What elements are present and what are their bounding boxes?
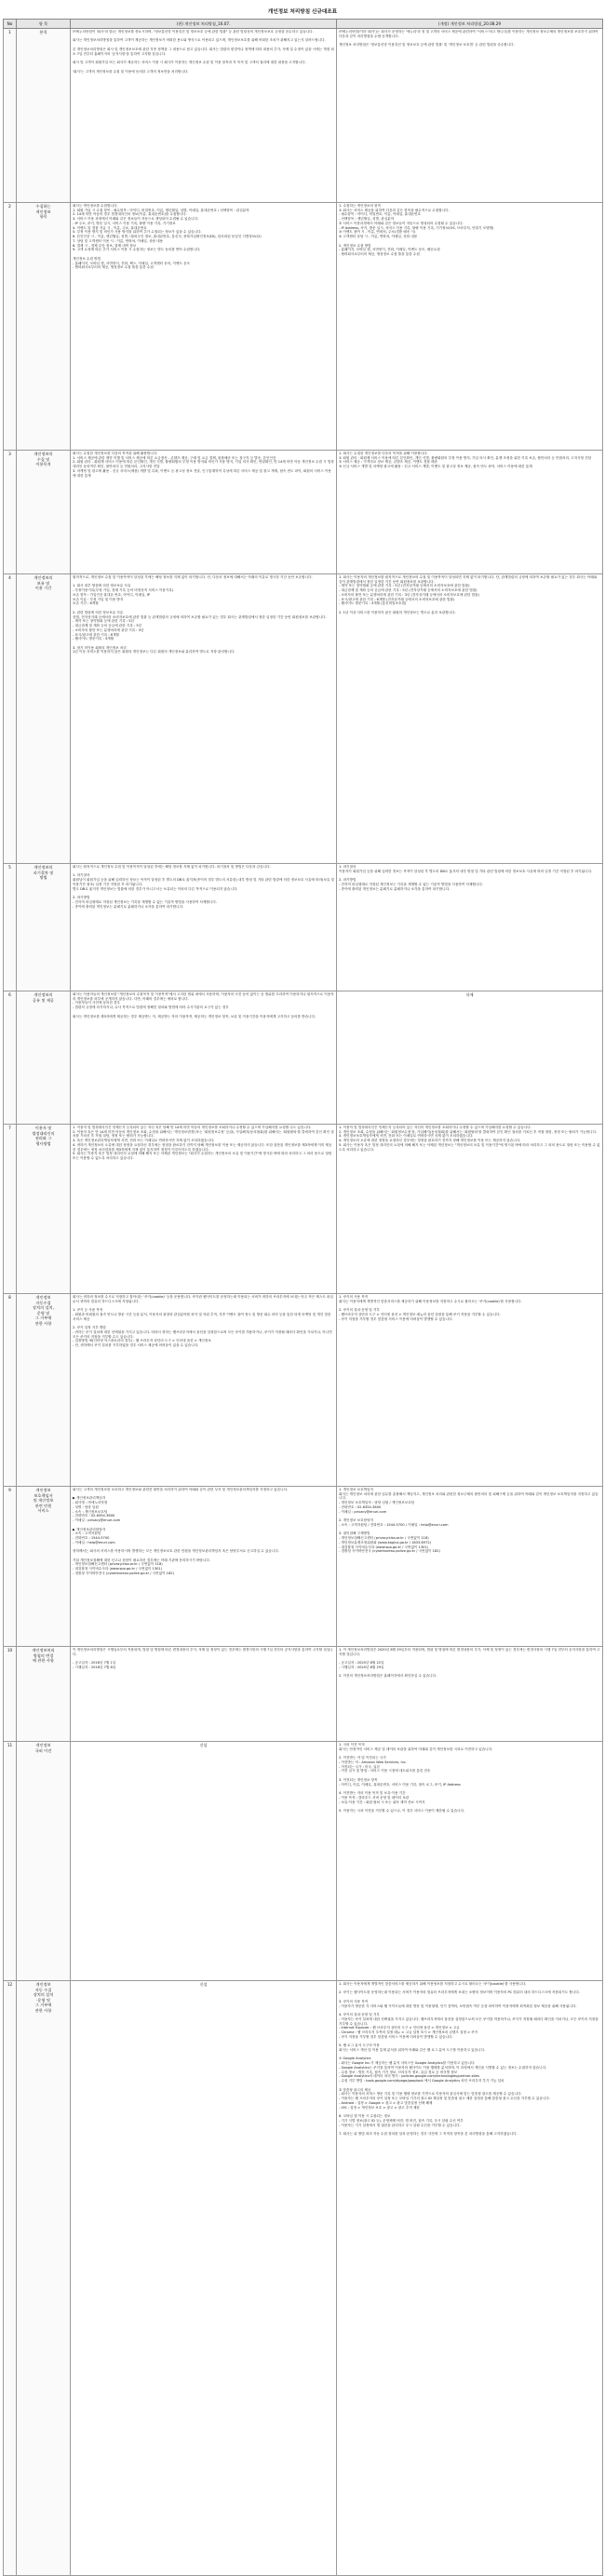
table-row (4, 1981, 603, 2576)
new-policy-cell (337, 1981, 603, 2576)
new-policy-text: 삭제 (465, 992, 474, 997)
old-policy-cell (71, 29, 337, 203)
new-policy-cell (337, 1647, 603, 1742)
row-item (17, 29, 71, 203)
old-policy-cell (71, 1294, 337, 1487)
row-item (17, 864, 71, 991)
row-number: 11 (4, 1742, 17, 1981)
row-number: 8 (4, 1294, 17, 1487)
table-row (4, 1647, 603, 1742)
new-policy-cell (337, 1294, 603, 1487)
new-policy-text: 1. 회사는 수집한 개인정보를 다음의 목적을 위해 이용합니다. ① 회원 관리 : 회원제 서비스 이용에 따른 본인확인, 개인 식별, 불량회원의 부정 이용 방지, 가입 의사 확인, 분쟁 조정을 위한 기록 보존, 불만처리 등 민원처리, 고지사항 전달 ② 서비스 제공 : 가격비교 정보 제공, 콘텐츠 제공, 이벤트 경품 배송 ③ 신규 서비스 개발 및 마케팅·광고에 활용 : 신규 서비스 개발, 이벤트 및 광고성 정보 제공, 접속 빈도 파악, 서비스 이용에 대한 통계 (339, 452, 592, 469)
row-item (17, 451, 71, 574)
table-header-row (4, 20, 603, 29)
row-item (17, 991, 71, 1125)
table-row (4, 1125, 603, 1294)
row-number: 2 (4, 203, 17, 451)
new-policy-cell (337, 1487, 603, 1647)
new-policy-text: 1. 회사는 이용자의 개인정보를 원칙적으로 개인정보의 수집 및 이용목적이 달성되면 지체 없이 파기합니다. 단, 관계법령의 규정에 의하여 보존할 필요가 있는 경우 회사는 아래와 같이 관계법령에서 정한 일정한 기간 동안 회원정보를 보관합니다. - 계약 또는 청약철회 등에 관한 기록 : 5년 (전자상거래 등에서의 소비자보호에 관한 법률) - 대금결제 및 재화 등의 공급에 관한 기록 : 5년 (전자상거래 등에서의 소비자보호에 관한 법률) - 소비자의 불만 또는 분쟁처리에 관한 기록 : 3년 (전자상거래 등에서의 소비자보호에 관한 법률) - 표시/광고에 관한 기록 : 6개월 (전자상거래 등에서의 소비자보호에 관한 법률) - 웹사이트 방문기록 : 3개월 (통신비밀보호법) 2. 1년 이상 서비스를 이용하지 않은 회원의 개인정보는 별도로 분리 보관합니다. (339, 575, 598, 614)
old-policy-text: 신설 (199, 1743, 208, 1747)
document-title: 개인정보 처리방침 신규대조표 (267, 9, 338, 15)
table-row (4, 29, 603, 203)
row-item (17, 574, 71, 864)
new-policy-cell (337, 864, 603, 991)
old-policy-text: 1. 이용자 및 법정대리인은 언제든지 등록되어 있는 자신 혹은 당해 만 14세 미만 아동의 개인정보를 조회하거나 수정할 수 있으며 가입해지를 요청할 수도 있습니다. 2. 이용자 혹은 만 14세 미만 아동의 개인정보 조회, 수정을 위해서는 '개인정보변경'(또는 '회원정보수정' 등)을, 가입해지(동의철회)를 위해서는 '회원탈퇴'를 클릭하여 본인 확인 절차를 거치신 후 직접 열람, 정정 또는 탈퇴가 가능합니다. 3. 혹은 개인정보관리책임자에게 서면, 전화 또는 이메일로 연락하시면 지체 없이 조치하겠습니다. 4. 귀하가 개인정보의 오류에 대한 정정을 요청하신 경우에는 정정을 완료하기 전까지 당해 개인정보를 이용 또는 제공하지 않습니다. 또한 잘못된 개인정보를 제3자에게 이미 제공한 경우에는 정정 처리결과를 제3자에게 지체 없이 통지하여 정정이 이루어지도록 하겠습니다. 5. 회사는 이용자 혹은 법정 대리인의 요청에 의해 해지 또는 삭제된 개인정보는 "회사가 수집하는 개인정보의 보유 및 이용기간"에 명시된 바에 따라 처리하고 그 외의 용도로 열람 또는 이용할 수 없도록 처리하고 있습니다. (73, 1126, 334, 1161)
header-old-policy: (현) 개인정보 처리방침_16.07. (71, 20, 337, 29)
row-number: 12 (4, 1981, 17, 2576)
old-policy-cell (71, 1125, 337, 1294)
table-row (4, 203, 603, 451)
row-item-label: 개인정보 보호책임자 및 개인정보 관련 민원 서비스 (33, 1488, 54, 1514)
new-policy-text: 1. 수집하는 개인정보의 항목 ① 회사는 서비스 제공을 위하여 다음과 같은 항목을 필수적으로 수집합니다. - 필수항목 : 아이디, 비밀번호, 이름, 이메일, 휴대폰번호 - 선택항목 : 생년월일, 성별, 관심분야 ② 서비스 이용과정에서 아래와 같은 정보들이 자동으로 생성되어 수집될 수 있습니다. - IP Address, 쿠키, 방문 일시, 서비스 이용 기록, 불량 이용 기록, 기기정보(OS, 브라우저, 단말기 모델명) ③ 이벤트 참여 시 - 이름, 연락처, 주소(경품 배송 시) ④ 고객센터 상담 시 - 이름, 연락처, 이메일, 상담 내용 2. 개인정보 수집 방법 - 홈페이지, 모바일 앱, 서면양식, 전화, 이메일, 이벤트 응모, 배송요청 - 협력회사로부터의 제공, 생성정보 수집 툴을 통한 수집 (339, 204, 494, 257)
comparison-table (3, 19, 603, 2576)
old-policy-text: 회사는 귀하의 정보를 수시로 저장하고 찾아내는 '쿠키(cookie)' 등을 운용합니다. 쿠키란 웹사이트를 운영하는데 이용되는 서버가 귀하의 브라우저에 보내는 아주 작은 텍스트 파일로서 귀하의 컴퓨터 하드디스크에 저장됩니다. 1. 쿠키 등 사용 목적 - 회원과 비회원의 접속 빈도나 방문 시간 등을 분석, 이용자의 취향과 관심분야를 파악 및 자취 추적, 각종 이벤트 참여 정도 및 방문 회수 파악 등을 통한 타겟 마케팅 및 개인 맞춤 서비스 제공 2. 쿠키 설정 거부 방법 - 귀하는 쿠키 설치에 대한 선택권을 가지고 있습니다. 따라서 귀하는 웹브라우저에서 옵션을 설정함으로써 모든 쿠키를 허용하거나, 쿠키가 저장될 때마다 확인을 거치거나, 아니면 모든 쿠키의 저장을 거부할 수도 있습니다. - 설정방법 예(인터넷 익스플로러의 경우) : 웹 브라우저 상단의 도구 > 인터넷 옵션 > 개인정보 - 단, 귀하께서 쿠키 설치를 거부하였을 경우 서비스 제공에 어려움이 있을 수 있습니다. (73, 1295, 333, 1348)
old-policy-cell (71, 991, 337, 1125)
header-item: 항 목 (17, 20, 71, 29)
table-row (4, 864, 603, 991)
row-item (17, 1125, 71, 1294)
new-policy-text: 1. 이 개인정보처리방침은 2020년 8월 29일부터 적용되며, 법령 및 방침에 따른 변경내용의 추가, 삭제 및 정정이 있는 경우에는 변경사항의 시행 7일 전부터 공지사항을 통하여 고지할 것입니다. - 공고일자 : 2020년 8월 22일 - 시행일자 : 2020년 8월 29일 2. 이전의 개인정보처리방침은 홈페이지에서 확인하실 수 있습니다. (339, 1648, 600, 1679)
old-policy-cell (71, 451, 337, 574)
row-number: 5 (4, 864, 17, 991)
new-policy-cell (337, 451, 603, 574)
old-policy-text: 회사는 원칙적으로 개인정보 수집 및 이용목적이 달성된 후에는 해당 정보를 지체 없이 파기합니다. 파기절차 및 방법은 다음과 같습니다. 1. 파기절차 회원님이 회원가입 등을 위해 입력하신 정보는 목적이 달성된 후 별도의 DB로 옮겨져(종이의 경우 별도의 서류함) 내부 방침 및 기타 관련 법령에 의한 정보보호 사유에 따라(보유 및 이용기간 참조) 일정 기간 저장된 후 파기됩니다. 별도 DB로 옮겨진 개인정보는 법률에 의한 경우가 아니고서는 보유되는 이외의 다른 목적으로 이용되지 않습니다. 2. 파기방법 - 전자적 파일형태로 저장된 개인정보는 기록을 재생할 수 없는 기술적 방법을 사용하여 삭제합니다. - 종이에 출력된 개인정보는 분쇄기로 분쇄하거나 소각을 통하여 파기합니다. (73, 865, 334, 909)
row-item-label: 개인정보 자동 수집 장치의 설치 ·운영 및 그 거부에 관한 사항 (33, 1982, 54, 2013)
old-policy-text: 회사는 고객의 개인정보를 보호하고 개인정보와 관련한 불만을 처리하기 위하여 아래와 같이 관련 부서 및 개인정보관리책임자를 지정하고 있습니다. ▶ 개인정보관리책임자 - 회사명 : ㈜에누리닷컴 - 성명 : 담당 임원 - 소속 : 개인정보보호팀 - 전화번호 : 02-6354-3600 - 이메일 : privacy@enuri.com ▶ 개인정보관리담당자 - 소속 : 고객지원팀 - 전화번호 : 1544-5700 - 이메일 : help@enuri.com 귀하께서는 회사의 서비스를 이용하시며 발생하는 모든 개인정보보호 관련 민원을 개인정보관리책임자 혹은 담당부서로 신고하실 수 있습니다. 기타 개인정보침해에 대한 신고나 상담이 필요하신 경우에는 아래 기관에 문의하시기 바랍니다. - 개인정보침해신고센터 (privacy.kisa.or.kr / 국번없이 118) - 대검찰청 사이버수사과 (www.spo.go.kr / 국번없이 1301) - 경찰청 사이버안전국 (cyberbureau.police.go.kr / 국번없이 182) (73, 1488, 289, 1575)
new-policy-text: 1. 파기절차 이용자가 회원가입 등을 위해 입력한 정보는 목적이 달성된 후 별도의 DB로 옮겨져 내부 방침 및 기타 관련 법령에 의한 정보보호 사유에 따라 일정 기간 저장된 후 파기됩니다. 2. 파기방법 - 전자적 파일형태로 저장된 개인정보는 기록을 재생할 수 없는 기술적 방법을 사용하여 삭제합니다. - 종이에 출력된 개인정보는 분쇄기로 분쇄하거나 소각을 통하여 파기합니다. (339, 865, 593, 891)
row-item-label: 개인정보처리 방침의 변경 에 관한 사항 (32, 1648, 55, 1664)
row-number: 3 (4, 451, 17, 574)
row-number: 1 (4, 29, 17, 203)
new-policy-text: 1. 쿠키의 사용 목적 회사는 이용자에게 개별적인 맞춤서비스를 제공하기 위해 이용정보를 저장하고 수시로 불러오는 '쿠키(cookie)'를 사용합니다. 2. 쿠키의 설치·운영 및 거부 - 웹브라우저 상단의 도구 > 인터넷 옵션 > 개인정보 메뉴의 옵션 설정을 통해 쿠키 저장을 거부할 수 있습니다. - 쿠키 저장을 거부할 경우 맞춤형 서비스 이용에 어려움이 발생할 수 있습니다. (339, 1295, 522, 1321)
table-row (4, 1487, 603, 1647)
new-policy-text: ㈜에누리닷컴(이하 '회사')는 회사가 운영하는 '에누리'라 칭 및 고객의 서비스 제공에 관련하여 "서비스"라고 합니다)를 이용하는 개인정보 정보주체의 개인정보를 보호하기 위하여 다음과 같이 처리방침을 수립·공개합니다. 개인정보 처리방침은 '정보통신망 이용촉진 및 정보보호 등에 관한 법률' 및 '개인정보 보호법' 등 관련 법령을 준수합니다. (339, 30, 598, 47)
new-policy-cell (337, 29, 603, 203)
table-row (4, 451, 603, 574)
new-policy-cell (337, 203, 603, 451)
row-item (17, 203, 71, 451)
new-policy-cell (337, 991, 603, 1125)
new-policy-text: 1. 국외 이전 목적 회사는 안정적인 서비스 제공 및 데이터 보관을 위하여 아래와 같이 개인정보를 국외로 이전하고 있습니다. 2. 이전받는 자 및 이전되는 국가 - 이전받는 자 : Amazon Web Services, Inc. - 이전되는 국가 : 미국, 일본 - 이전 일시 및 방법 : 서비스 이용 시점에 네트워크를 통한 전송 3. 이전되는 개인정보 항목 - 아이디, 이름, 이메일, 휴대폰번호, 서비스 이용 기록, 접속 로그, 쿠키, IP Address 4. 이전받는 자의 이용 목적 및 보유·이용 기간 - 이용 목적 : 클라우드 서버 운영 및 데이터 보관 - 보유·이용 기간 : 회원 탈퇴 시 또는 위탁 계약 종료 시까지 5. 이용자는 국외 이전을 거부할 수 있으나, 이 경우 서비스 이용이 제한될 수 있습니다. (339, 1743, 493, 1814)
old-policy-text: 신설 (199, 1982, 208, 1987)
row-number: 6 (4, 991, 17, 1125)
row-item-label: 개인정보의 수집 및 이용목적 (34, 452, 53, 467)
old-policy-cell (71, 1647, 337, 1742)
row-item-label: 개인정보 국외 이전 (34, 1743, 52, 1753)
row-item-label: 개인정보의 공유 및 제공 (33, 992, 54, 1003)
old-policy-cell (71, 574, 337, 864)
old-policy-cell (71, 1487, 337, 1647)
table-row (4, 991, 603, 1125)
row-item-label: 수집하는 개인정보 항목 (35, 204, 51, 220)
new-policy-cell (337, 1125, 603, 1294)
header-new-policy: (개정) 개인정보 처리방침_20.08.29 (337, 20, 603, 29)
old-policy-text: 회사는 이용자들의 개인정보를 "개인정보의 수집목적 및 이용목적"에서 고지한 범위 내에서 사용하며, 이용자의 사전 동의 없이는 동 범위를 초과하여 이용하거나 원칙적으로 이용자의 개인정보를 외부에 공개하지 않습니다. 다만, 아래의 경우에는 예외로 합니다. - 이용자들이 사전에 동의한 경우 - 법령의 규정에 의거하거나, 수사 목적으로 법령에 정해진 절차와 방법에 따라 수사기관의 요구가 있는 경우 회사는 개인정보를 제3자에게 제공하는 경우 제공받는 자, 제공받는 자의 이용목적, 제공하는 개인정보 항목, 보유 및 이용기간을 이용자에게 고지하고 동의를 받습니다. (73, 992, 334, 1018)
old-policy-text: 이 개인정보처리방침은 시행일로부터 적용되며, 법령 및 방침에 따른 변경내용의 추가, 삭제 및 정정이 있는 경우에는 변경사항의 시행 7일 전부터 공지사항을 통하여 고지할 것입니다. - 공고일자 : 2016년 7월 1일 - 시행일자 : 2016년 7월 8일 (73, 1648, 333, 1669)
old-policy-text: ㈜에누리닷컴이 '회사'라 함)는 개인정보를 중요시하며, "정보통신망 이용촉진 및 정보보호 등에 관한 법률" 등 관련 법령상의 개인정보보호 규정을 준수하고 있습니다. 회사는 개인정보처리방침을 통하여 고객이 제공하는 개인정보가 어떠한 용도와 방식으로 이용되고 있으며, 개인정보보호를 위해 어떠한 조치가 취해지고 있는지 알려드립니다. 본 개인정보처리방침은 회사 및 개인정보보호에 관한 각종 정책을 그 내용으로 담고 있습니다. 회사는 법령의 변경이나 정책에 따라 내용의 추가, 삭제 및 수정이 있을 시에는 개정 최소 7일 전부터 홈페이지의 '공지사항'을 통하여 고지할 것입니다. 회사 및 고객이 회원가입 또는 회사가 제공하는 서비스 이용 시 회사가 이용하는 개인정보 수집 및 이용 항목과 각 목적 및 고객의 권리에 대한 내용을 고지합니다. '회사'는 고객의 개인정보를 수집 및 이용에 동의한 고객의 정보만을 처리합니다. (73, 30, 334, 74)
table-row (4, 1294, 603, 1487)
old-policy-text: 회사는 수집한 개인정보를 다음의 목적을 위해 활용합니다. 1. 서비스 제공에 관한 계약 이행 및 서비스 제공에 따른 요금정산 - 콘텐츠 제공, 구매 및 요금 결제, 물품배송 또는 청구지 등 발송, 본인인증 2. 회원 관리 - 회원제 서비스 이용에 따른 본인확인, 개인 식별, 불량회원의 부정 이용 방지와 비인가 사용 방지, 가입 의사 확인, 연령확인, 만 14세 미만 아동 개인정보 수집 시 법정대리인 동의여부 확인, 불만처리 등 민원처리, 고지사항 전달 3. 마케팅 및 광고에 활용 - 신규 서비스(제품) 개발 및 특화, 이벤트 등 광고성 정보 전달, 인구통계학적 특성에 따른 서비스 제공 및 광고 게재, 접속 빈도 파악, 회원의 서비스 이용에 대한 통계 (73, 452, 334, 478)
row-item-label: 개인정보 자동수집 장치의 설치, 운영 및 그 거부에 관한 사항 (33, 1295, 54, 1326)
row-item (17, 1742, 71, 1981)
row-number: 9 (4, 1487, 17, 1647)
row-item-label: 이용자 및 법정대리인의 권리와 그 행사방법 (32, 1126, 55, 1146)
new-policy-text: 1. 개인정보 보호책임자 회사는 개인정보 처리에 관한 업무를 총괄해서 책임지고, 개인정보 처리와 관련한 정보주체의 불만처리 및 피해구제 등을 위하여 아래와 같이 개인정보 보호책임자를 지정하고 있습니다. - 개인정보 보호책임자 : 담당 임원 / 개인정보보호팀 - 전화번호 : 02-6354-3600 - 이메일 : privacy@enuri.com 2. 개인정보 보호담당자 - 소속 : 고객지원팀 / 전화번호 : 1544-5700 / 이메일 : help@enuri.com 3. 권익침해 구제방법 - 개인정보침해신고센터 (privacy.kisa.or.kr / 국번없이 118) - 개인정보분쟁조정위원회 (www.kopico.go.kr / 1833-6972) - 대검찰청 사이버수사과 (www.spo.go.kr / 국번없이 1301) - 경찰청 사이버안전국 (cyberbureau.police.go.kr / 국번없이 182) (339, 1488, 598, 1554)
new-policy-text: 1. 회사는 이용자에게 개별적인 맞춤서비스를 제공하기 위해 이용정보를 저장하고 수시로 불러오는 '쿠키(cookie)'를 사용합니다. 2. 쿠키는 웹사이트를 운영하는데 이용되는 서버가 이용자의 컴퓨터 브라우저에게 보내는 소량의 정보이며 이용자의 PC 컴퓨터 내의 하드디스크에 저장되기도 합니다. 3. 쿠키의 사용 목적 - 이용자가 방문한 각 서비스와 웹 사이트들에 대한 방문 및 이용형태, 인기 검색어, 보안접속 여부 등을 파악하여 이용자에게 최적화된 정보 제공을 위해 사용됩니다. 4. 쿠키의 설치·운영 및 거부 - 이용자는 쿠키 설치에 대한 선택권을 가지고 있습니다. 웹브라우저에서 옵션을 설정함으로써 모든 쿠키를 허용하거나, 쿠키가 저장될 때마다 확인을 거치거나, 모든 쿠키의 저장을 거부할 수 있습니다. - Internet Explorer : 웹 브라우저 상단의 도구 > 인터넷 옵션 > 개인정보 > 고급 - Chrome : 웹 브라우저 우측의 설정 메뉴 > 고급 설정 표시 > 개인정보의 콘텐츠 설정 > 쿠키 - 쿠키 저장을 거부할 경우 맞춤형 서비스 이용에 어려움이 발생할 수 있습니다. 5. 웹 로그 분석 도구의 이용 회사는 서비스 개선 및 이용 통계 분석을 위하여 아래와 같은 웹 로그 분석 도구를 이용하고 있습니다. ① Google Analytics - 회사는 Google Inc.가 제공하는 웹 분석 서비스인 Google Analytics를 이용하고 있습니다. - Google Analytics는 쿠키를 통하여 이용자의 웹사이트 이용 행태를 분석하며, 이 과정에서 개인을 식별할 수 있는 정보는 수집하지 않습니다. - 수집 정보 : 방문 기록, 접속 기기 정보, 브라우저 정보, 유입 경로 등 비식별 정보 - Google Analytics의 데이터 처리 방식 : policies.google.com/technologies/partner-sites - 수집 거부 방법 : tools.google.com/dlpage/gaoptout 에서 Google Analytics 차단 브라우저 부가 기능 설치 ② 맞춤형 광고의 제공 - 회사는 이용자의 서비스 방문 기록 및 이용 행태 정보를 기반으로 이용자의 관심사에 맞는 맞춤형 광고를 제공할 수 있습니다. - 이용자는 웹 브라우저의 쿠키 설정 또는 모바일 기기의 광고 ID 재설정 및 맞춤형 광고 제한 설정을 통해 맞춤형 광고 수신을 거부할 수 있습니다. - Android : 설정 > Google > 광고 > 광고 맞춤설정 선택 해제 - iOS : 설정 > 개인정보 보호 > 광고 > 광고 추적 제한 6. 모바일 앱 이용 시 수집되는 정보 - 기기 식별 정보(광고 ID 등), 운영체제 버전, 앱 버전, 접속 기록, 푸시 알림 수신 여부 - 이용자는 기기 설정에서 앱 권한을 관리하고 푸시 알림 수신을 거부할 수 있습니다. 7. 회사는 위 방법 외의 자동 수집 장치를 설치·운영하는 경우 사전에 그 목적과 항목을 본 처리방침을 통해 고지하겠습니다. (339, 1982, 598, 2136)
old-policy-text: 원칙적으로, 개인정보 수집 및 이용목적이 달성된 후에는 해당 정보를 지체 없이 파기합니다. 단, 다음의 정보에 대해서는 아래의 이유로 명시한 기간 동안 보존합니다. 1. 회사 내부 방침에 의한 정보보유 사유 - 부정이용기록(부정 가입, 징계 기록 등의 비정상적 서비스 이용기록) 보존 항목 : 가입인증 휴대폰 번호, 아이디, 이메일, IP 보존 이유 : 부정 가입 및 이용 방지 보존 기간 : 6개월 2. 관련 법령에 의한 정보보유 사유 상법, 전자상거래 등에서의 소비자보호에 관한 법률 등 관계법령의 규정에 의하여 보존할 필요가 있는 경우 회사는 관계법령에서 정한 일정한 기간 동안 회원정보를 보관합니다. - 계약 또는 청약철회 등에 관한 기록 : 5년 - 대금결제 및 재화 등의 공급에 관한 기록 : 5년 - 소비자의 불만 또는 분쟁처리에 관한 기록 : 3년 - 표시/광고에 관한 기록 : 6개월 - 웹사이트 방문기록 : 3개월 3. 장기 미이용 회원의 개인정보 처리 1년 이상 서비스를 이용하지 않은 회원의 개인정보는 다른 회원의 개인정보와 분리하여 별도로 저장·관리합니다. (73, 575, 327, 654)
row-number: 7 (4, 1125, 17, 1294)
row-item (17, 1294, 71, 1487)
old-policy-cell (71, 1742, 337, 1981)
old-policy-cell (71, 203, 337, 451)
old-policy-cell (71, 1981, 337, 2576)
row-item (17, 1981, 71, 2576)
row-item-label: 본칙 (39, 30, 47, 34)
header-no: No (4, 20, 17, 29)
table-row (4, 1742, 603, 1981)
row-number: 4 (4, 574, 17, 864)
row-number: 10 (4, 1647, 17, 1742)
row-item (17, 1487, 71, 1647)
row-item (17, 1647, 71, 1742)
old-policy-text: 회사는 개인정보를 수집합니다. 1. 회원 가입 시 수집 항목 - 필수항목 : 아이디, 비밀번호, 이름, 생년월일, 성별, 이메일, 휴대폰번호 / 선택항목 : 관심분야 2. 14세 미만 아동의 경우 법정대리인의 정보(이름, 휴대폰번호)를 수집합니다. 3. 서비스 이용 과정에서 아래와 같은 정보들이 자동으로 생성되어 수집될 수 있습니다. - IP 주소, 쿠키, 방문 일시, 서비스 이용 기록, 불량 이용 기록, 기기정보 4. 이벤트 및 경품 지급 시 - 이름, 주소, 휴대폰번호 5. 부정 이용 방지 및 비인가 사용 방지를 위하여 추가 수집되는 정보가 있을 수 있습니다. 6. 본인인증 시 - 이름, 생년월일, 성별, 내/외국인 정보, 휴대폰번호, 통신사, 중복가입확인정보(DI), 암호화된 동일인 식별정보(CI) 7. 상담 및 고객센터 이용 시 - 이름, 연락처, 이메일, 상담 내용 8. 결제 시 - 결제 수단 정보, 결제 내역 정보 9. 고객 요청에 따른 추가 서비스 이용 시 수집하는 정보는 별도 동의를 받아 수집합니다. 개인정보 수집 방법 - 홈페이지, 모바일 앱, 서면양식, 전화, 팩스, 이메일, 고객센터 문의, 이벤트 응모 - 협력회사로부터의 제공, 생성정보 수집 툴을 통한 수집 (73, 204, 262, 270)
row-item-label: 개인정보의 파기절차 및 방법 (33, 865, 54, 881)
table-row (4, 574, 603, 864)
new-policy-text: 1. 이용자 및 법정대리인은 언제든지 등록되어 있는 자신의 개인정보를 조회하거나 수정할 수 있으며 가입해지를 요청할 수 있습니다. 2. 개인정보 조회, 수정을 위해서는 '회원정보수정'을, 가입해지(동의철회)를 위해서는 '회원탈퇴'를 클릭하여 본인 확인 절차를 거치신 후 직접 열람, 정정 또는 탈퇴가 가능합니다. 3. 개인정보보호책임자에게 서면, 전화 또는 이메일로 연락하시면 지체 없이 조치하겠습니다. 4. 개인정보의 오류에 대한 정정을 요청하신 경우에는 정정을 완료하기 전까지 당해 개인정보를 이용 또는 제공하지 않습니다. 5. 회사는 이용자 혹은 법정 대리인의 요청에 의해 해지 또는 삭제된 개인정보는 "개인정보의 보유 및 이용기간"에 명시된 바에 따라 처리하고 그 외의 용도로 열람 또는 이용할 수 없도록 처리하고 있습니다. (339, 1126, 600, 1152)
new-policy-cell (337, 574, 603, 864)
old-policy-cell (71, 864, 337, 991)
new-policy-cell (337, 1742, 603, 1981)
row-item-label: 개인정보의 보유 및 이용 기간 (34, 575, 53, 591)
